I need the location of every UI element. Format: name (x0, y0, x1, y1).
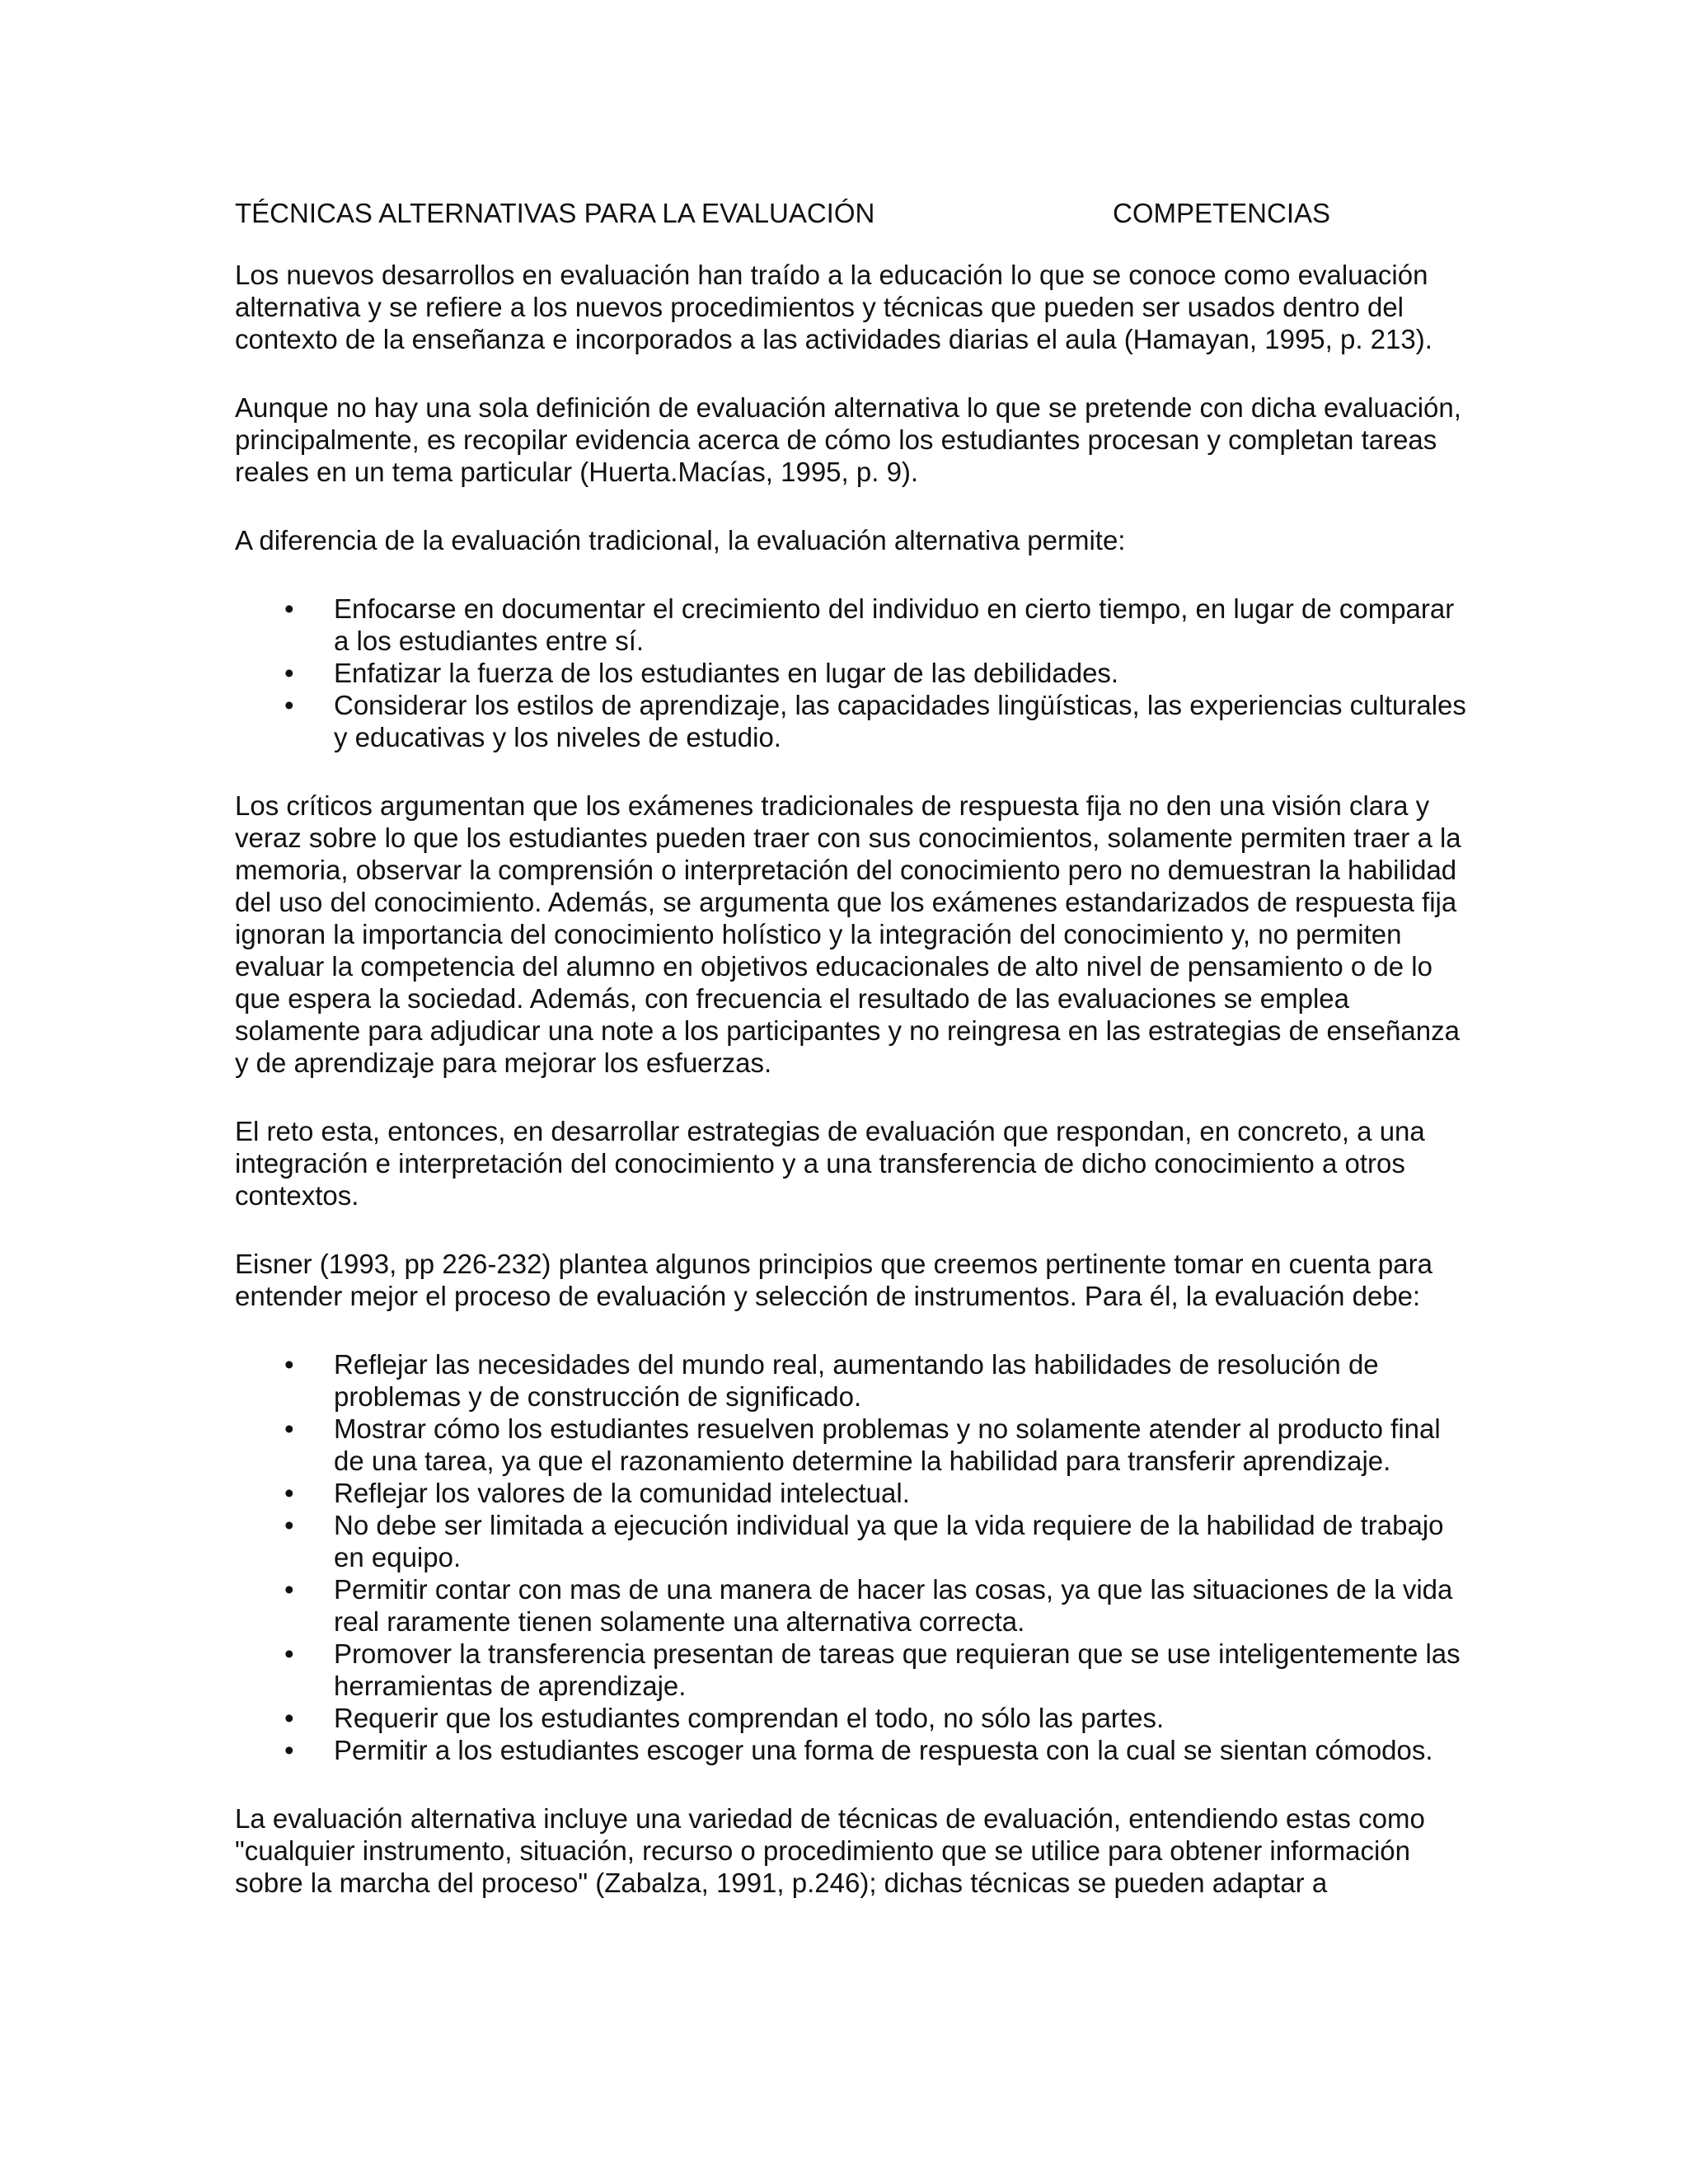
bullet-icon: • (284, 1478, 294, 1508)
bullet-list (235, 593, 1471, 753)
paragraph: La evaluación alternativa incluye una variedad de técnicas de evaluación, entendiendo estas como "cualquier instrumento, situación, recurso o procedimiento que se utilice para obtener información sobre la marcha del proceso" (Zabalza, 1991, p.246); dichas técnicas se pueden adaptar a (235, 1803, 1425, 1898)
bullet-icon: • (284, 1638, 294, 1669)
list-item-text: Permitir a los estudiantes escoger una forma de respuesta con la cual se sientan cómodos. (334, 1735, 1433, 1765)
page-title: TÉCNICAS ALTERNATIVAS PARA LA EVALUACIÓN (235, 198, 875, 228)
bullet-list (235, 1348, 1471, 1766)
list-item-text: Enfatizar la fuerza de los estudiantes en lugar de las debilidades. (334, 658, 1119, 688)
list-item-text: Reflejar las necesidades del mundo real, aumentando las habilidades de resolución de problemas y de construcción de significado. (334, 1349, 1379, 1412)
bullet-icon: • (284, 1703, 294, 1733)
list-item-text: Permitir contar con mas de una manera de hacer las cosas, ya que las situaciones de la vida real raramente tienen solamente una alternativa correcta. (334, 1574, 1453, 1637)
header-row (235, 190, 1471, 235)
list-item (235, 1509, 1471, 1573)
bullet-icon: • (284, 1349, 294, 1380)
paragraph: Los críticos argumentan que los exámenes tradicionales de respuesta fija no den una visión clara y veraz sobre lo que los estudiantes pueden traer con sus conocimientos, solamente permiten traer a la memoria, observar la comprensión o interpretación del conocimiento pero no demuestran la habilidad del uso del conocimiento. Además, se argumenta que los exámenes estandarizados de respuesta fija ignoran la importancia del conocimiento holístico y la integración del conocimiento y, no permiten evaluar la competencia del alumno en objetivos educacionales de alto nivel de pensamiento o de lo que espera la sociedad. Además, con frecuencia el resultado de las evaluaciones se emplea solamente para adjudicar una note a los participantes y no reingresa en las estrategias de enseñanza y de aprendizaje para mejorar los esfuerzas. (235, 790, 1461, 1078)
list-item (235, 1348, 1471, 1413)
list-item (235, 1734, 1471, 1766)
list-item (235, 593, 1471, 657)
list-item (235, 689, 1471, 753)
list-item-text: No debe ser limitada a ejecución individual ya que la vida requiere de la habilidad de trabajo en equipo. (334, 1510, 1444, 1572)
list-item (235, 1638, 1471, 1702)
paragraph: El reto esta, entonces, en desarrollar estrategias de evaluación que respondan, en concreto, a una integración e interpretación del conocimiento y a una transferencia de dicho conocimiento a otros contextos. (235, 1116, 1425, 1211)
bullet-icon: • (284, 1574, 294, 1605)
bullet-icon: • (284, 690, 294, 720)
list-item-text: Enfocarse en documentar el crecimiento del individuo en cierto tiempo, en lugar de comparar a los estudiantes entre sí. (334, 593, 1455, 656)
list-item (235, 1477, 1471, 1509)
bullet-icon: • (284, 1413, 294, 1444)
list-item-text: Mostrar cómo los estudiantes resuelven problemas y no solamente atender al producto final de una tarea, ya que el razonamiento determine la habilidad para transferir aprendizaje. (334, 1413, 1441, 1476)
bullet-icon: • (284, 1510, 294, 1540)
page-subtitle: COMPETENCIAS (1113, 198, 1331, 228)
paragraph: A diferencia de la evaluación tradicional, la evaluación alternativa permite: (235, 525, 1126, 555)
paragraph: Eisner (1993, pp 226-232) plantea algunos principios que creemos pertinente tomar en cuenta para entender mejor el proceso de evaluación y selección de instrumentos. Para él, la evaluación debe: (235, 1249, 1432, 1311)
bullet-icon: • (284, 658, 294, 688)
bullet-icon: • (284, 1735, 294, 1765)
list-item-text: Requerir que los estudiantes comprendan el todo, no sólo las partes. (334, 1703, 1165, 1733)
paragraph: Los nuevos desarrollos en evaluación han traído a la educación lo que se conoce como evaluación alternativa y se refiere a los nuevos procedimientos y técnicas que pueden ser usados dentro del contexto de la enseñanza e incorporados a las actividades diarias el aula (Hamayan, 1995, p. 213). (235, 260, 1432, 354)
list-item (235, 1573, 1471, 1638)
bullet-icon: • (284, 593, 294, 624)
list-item (235, 1413, 1471, 1477)
list-item-text: Reflejar los valores de la comunidad intelectual. (334, 1478, 910, 1508)
paragraph: Aunque no hay una sola definición de evaluación alternativa lo que se pretende con dicha evaluación, principalmente, es recopilar evidencia acerca de cómo los estudiantes procesan y completan tareas reales en un tema particular (Huerta.Macías, 1995, p. 9). (235, 392, 1461, 487)
list-item-text: Considerar los estilos de aprendizaje, las capacidades lingüísticas, las experiencias culturales y educativas y los niveles de estudio. (334, 690, 1466, 752)
list-item (235, 657, 1471, 689)
document-body (235, 190, 1471, 1935)
list-item (235, 1702, 1471, 1734)
list-item-text: Promover la transferencia presentan de tareas que requieran que se use inteligentemente las herramientas de aprendizaje. (334, 1638, 1461, 1701)
